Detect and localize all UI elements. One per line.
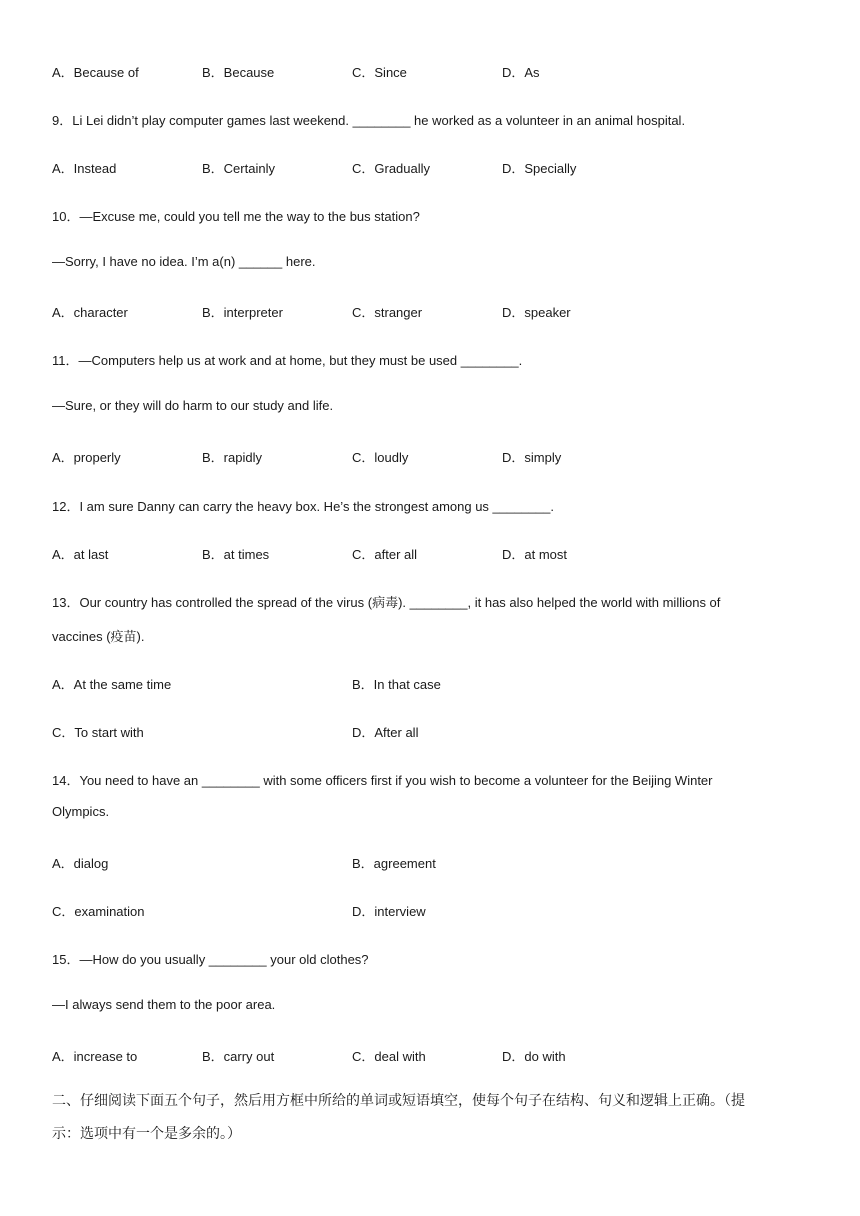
answer-options xyxy=(52,62,812,80)
answer-option: A．character xyxy=(52,305,128,320)
answer-option: B．rapidly xyxy=(202,450,262,465)
section-two-line-1: 二、仔细阅读下面五个句子，然后用方框中所给的单词或短语填空，使每个句子在结构、句义和逻辑上正确。（提 xyxy=(52,1093,745,1109)
answer-option: B．at times xyxy=(202,547,270,562)
answer-option: A．at last xyxy=(52,547,109,562)
question-text: 13．Our country has controlled the spread of the virus (病毒). ________, it has also helped the world with millions of xyxy=(52,595,721,610)
answer-option: B．Because xyxy=(202,65,275,80)
answer-option: D．After all xyxy=(352,725,419,740)
answer-option: B．agreement xyxy=(352,856,436,871)
answer-options xyxy=(52,722,812,740)
answer-options xyxy=(52,544,812,562)
answer-options xyxy=(52,302,812,320)
section-two-line-2: 示：选项中有一个是多余的。） xyxy=(52,1126,241,1142)
answer-option: C．stranger xyxy=(352,305,423,320)
question-text: 15．—How do you usually ________ your old clothes? xyxy=(52,952,369,967)
answer-option: A．Because of xyxy=(52,65,139,80)
question-text: —Sure, or they will do harm to our study and life. xyxy=(52,398,334,413)
question-text: 12．I am sure Danny can carry the heavy box. He’s the strongest among us ________. xyxy=(52,499,554,514)
answer-options xyxy=(52,674,812,692)
answer-option: D．As xyxy=(502,65,540,80)
answer-option: D．simply xyxy=(502,450,562,465)
answer-option: C．Since xyxy=(352,65,407,80)
answer-option: A．increase to xyxy=(52,1049,138,1064)
answer-option: C．after all xyxy=(352,547,418,562)
answer-options xyxy=(52,901,812,919)
answer-option: C．Gradually xyxy=(352,161,431,176)
answer-option: D．interview xyxy=(352,904,426,919)
question-text: —Sorry, I have no idea. I’m a(n) ______ here. xyxy=(52,254,316,269)
answer-option: D．do with xyxy=(502,1049,566,1064)
answer-option: B．carry out xyxy=(202,1049,275,1064)
answer-option: D．at most xyxy=(502,547,568,562)
answer-option: B．Certainly xyxy=(202,161,275,176)
question-text: vaccines (疫苗). xyxy=(52,629,145,644)
question-text: 10．—Excuse me, could you tell me the way to the bus station? xyxy=(52,209,420,224)
answer-option: A．dialog xyxy=(52,856,109,871)
answer-option: B．In that case xyxy=(352,677,441,692)
answer-option: A．properly xyxy=(52,450,121,465)
question-text: —I always send them to the poor area. xyxy=(52,997,276,1012)
answer-option: C．To start with xyxy=(52,725,144,740)
answer-option: A．At the same time xyxy=(52,677,172,692)
section-two-instructions xyxy=(52,1085,808,1151)
question-text: 9．Li Lei didn’t play computer games last weekend. ________ he worked as a volunteer in an animal hospital. xyxy=(52,113,686,128)
answer-option: C．deal with xyxy=(352,1049,426,1064)
answer-options xyxy=(52,1046,812,1064)
question-text: Olympics. xyxy=(52,804,110,819)
answer-option: D．speaker xyxy=(502,305,571,320)
answer-options xyxy=(52,158,812,176)
answer-option: C．examination xyxy=(52,904,145,919)
question-text: 11．—Computers help us at work and at home, but they must be used ________. xyxy=(52,353,523,368)
answer-option: A．Instead xyxy=(52,161,117,176)
answer-option: C．loudly xyxy=(352,450,409,465)
answer-options xyxy=(52,447,812,465)
answer-option: B．interpreter xyxy=(202,305,283,320)
question-text: 14．You need to have an ________ with some officers first if you wish to become a volunteer for the Beijing Winter xyxy=(52,773,713,788)
answer-options xyxy=(52,853,812,871)
answer-option: D．Specially xyxy=(502,161,577,176)
